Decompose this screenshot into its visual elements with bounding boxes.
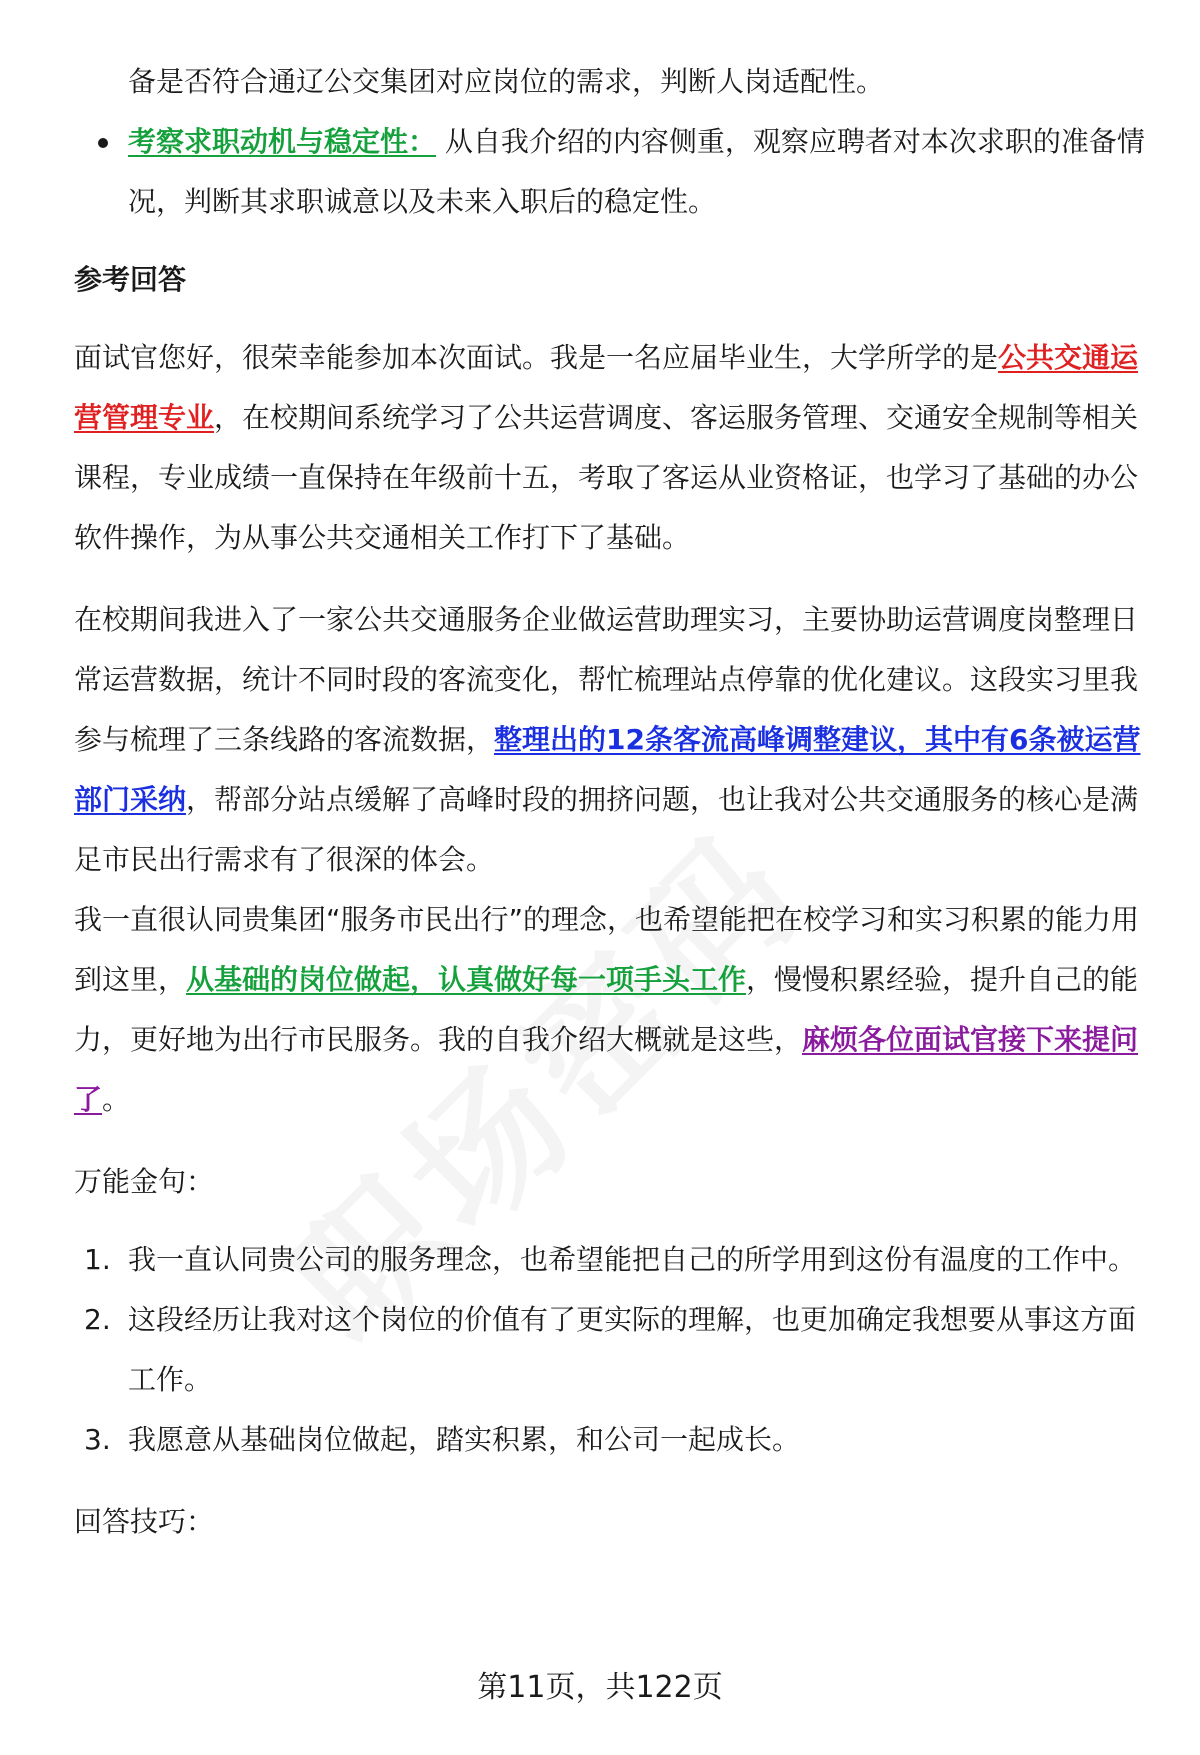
list-item-number: 3. [84, 1423, 111, 1456]
phrases-list [74, 1230, 1154, 1470]
answer-p3-text-c: 。 [102, 1083, 131, 1116]
list-item-text: 我愿意从基础岗位做起，踏实积累，和公司一起成长。 [128, 1423, 801, 1456]
list-item [74, 1410, 1154, 1470]
answer-paragraph-3 [74, 890, 1154, 1130]
list-item-number: 2. [84, 1303, 111, 1336]
criteria-continuation: 备是否符合通辽公交集团对应岗位的需求，判断人岗适配性。 [128, 65, 885, 98]
page-content [74, 52, 1154, 1552]
answer-p1-highlight: 公共交通运营管理专业 [74, 341, 1139, 434]
criteria-bullet-item [74, 112, 1154, 232]
answer-p3-highlight-1: 从基础的岗位做起，认真做好每一项手头工作 [186, 963, 747, 996]
answer-p1-text-b: ，在校期间系统学习了公共运营调度、客运服务管理、交通安全规制等相关课程，专业成绩一直保持在年级前十五，考取了客运从业资格证，也学习了基础的办公软件操作，为从事公共交通相关工作打下了基础。 [74, 401, 1139, 554]
list-item-number: 1. [84, 1243, 111, 1276]
criteria-bullet-text [128, 112, 1154, 232]
answer-p1-text-a: 面试官您好，很荣幸能参加本次面试。我是一名应届毕业生，大学所学的是 [74, 341, 999, 374]
answer-p2-text-b: ，帮部分站点缓解了高峰时段的拥挤问题，也让我对公共交通服务的核心是满足市民出行需求有了很深的体会。 [74, 783, 1139, 876]
list-item-text: 这段经历让我对这个岗位的价值有了更实际的理解，也更加确定我想要从事这方面工作。 [128, 1303, 1137, 1396]
answer-p2-text-a: 在校期间我进入了一家公共交通服务企业做运营助理实习，主要协助运营调度岗整理日常运营数据，统计不同时段的客流变化，帮忙梳理站点停靠的优化建议。这段实习里我参与梳理了三条线路的客流数据， [74, 603, 1139, 756]
answer-paragraph-1 [74, 328, 1154, 568]
answer-p2-highlight: 整理出的12条客流高峰调整建议，其中有6条被运营部门采纳 [74, 723, 1141, 816]
criteria-bullet-body: 从自我介绍的内容侧重，观察应聘者对本次求职的准备情况，判断其求职诚意以及未来入职后的稳定性。 [128, 125, 1145, 218]
tips-heading: 回答技巧： [74, 1505, 215, 1538]
list-item [74, 1230, 1154, 1290]
answer-p3-text-b: ，慢慢积累经验，提升自己的能力，更好地为出行市民服务。我的自我介绍大概就是这些， [74, 963, 1139, 1056]
bullet-dot-icon [98, 138, 108, 148]
list-item [74, 1290, 1154, 1410]
criteria-bullet-label: 考察求职动机与稳定性： [128, 125, 437, 158]
list-item-text: 我一直认同贵公司的服务理念，也希望能把自己的所学用到这份有温度的工作中。 [128, 1243, 1137, 1276]
page-number-footer: 第11页，共122页 [477, 1670, 723, 1705]
answer-paragraph-2 [74, 590, 1154, 890]
reference-answer-heading: 参考回答 [74, 263, 187, 296]
answer-p3-text-a: 我一直很认同贵集团“服务市民出行”的理念，也希望能把在校学习和实习积累的能力用到这里， [74, 903, 1140, 996]
answer-p3-highlight-2: 麻烦各位面试官接下来提问了 [74, 1023, 1139, 1116]
phrases-heading: 万能金句： [74, 1165, 215, 1198]
